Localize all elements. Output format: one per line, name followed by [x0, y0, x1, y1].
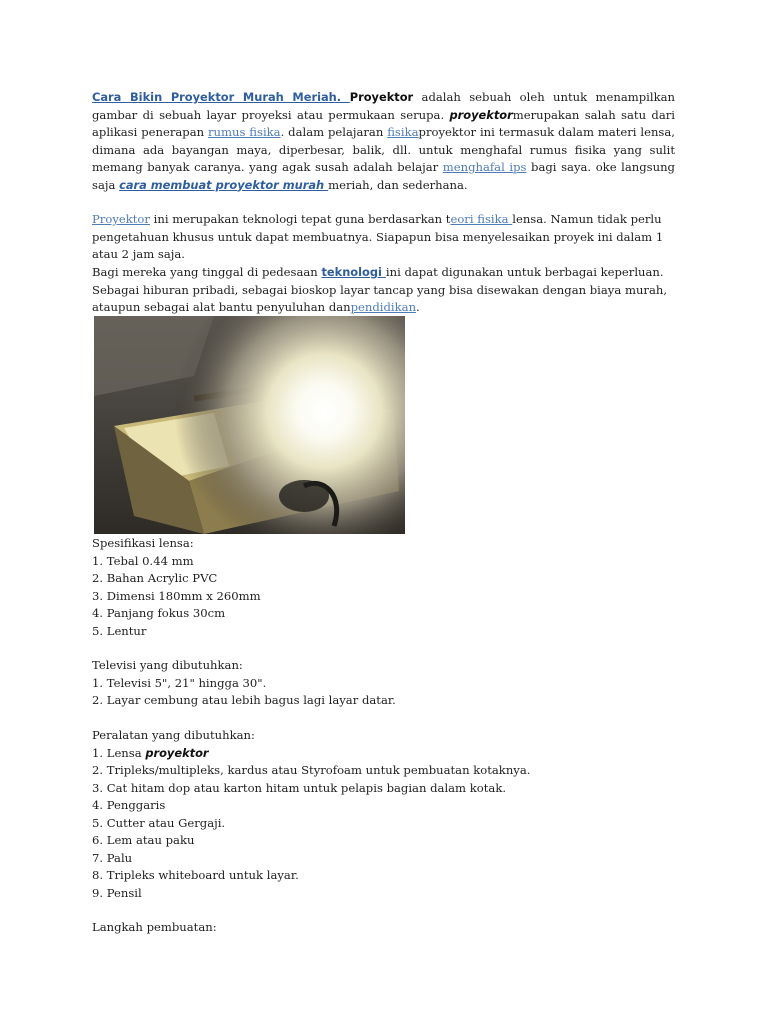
link-proyektor[interactable]: Proyektor — [92, 212, 150, 226]
langkah-heading: Langkah pembuatan: — [92, 920, 217, 934]
link-rumus-fisika[interactable]: rumus fisika — [207, 125, 281, 139]
para3-text-2: ini dapat digunakan untuk berbagai keperluan. Sebagai hiburan pribadi, sebagai bioskop layar tancap yang bisa disewakan dengan biaya murah, ataupun sebagai alat bantu penyuluhan dan — [92, 265, 668, 314]
intro-paragraph — [92, 89, 675, 194]
list-item: 1. Televisi 5", 21" hingga 30". — [92, 675, 267, 690]
para2-text-2: lensa. Namun tidak perlu pengetahuan khusus untuk dapat membuatnya. Siapapun bisa menyelesaikan proyek ini dalam 1 atau 2 jam saja. — [92, 212, 664, 261]
spesifikasi-section — [92, 535, 675, 640]
link-cara-membuat-proyektor[interactable]: cara membuat proyektor murah — [119, 177, 329, 192]
link-teknologi[interactable]: teknologi — [321, 265, 386, 279]
spesifikasi-heading: Spesifikasi lensa: — [92, 536, 194, 550]
list-item-text: 1. Lensa — [92, 745, 146, 760]
televisi-heading: Televisi yang dibutuhkan: — [92, 658, 243, 672]
list-item: 5. Lentur — [92, 623, 147, 638]
list-item: 2. Bahan Acrylic PVC — [92, 571, 218, 585]
list-item: 7. Palu — [92, 850, 133, 865]
intro-text-4: proyektor ini termasuk dalam materi lensa, dimana ada bayangan maya, diperbesar, balik, dll. untuk menghafal rumus fisika yang sulit memang banyak caranya. yang agak susah adalah belajar — [92, 125, 675, 174]
list-item: 1. Tebal 0.44 mm — [92, 553, 194, 568]
para2-text-1: ini merupakan teknologi tepat guna berdasarkan t — [149, 212, 451, 226]
list-item: 5. Cutter atau Gergaji. — [92, 815, 226, 830]
list-item: 9. Pensil — [92, 885, 142, 900]
paragraph-3 — [92, 264, 675, 317]
term-proyektor: Proyektor — [349, 90, 414, 104]
projector-photo — [94, 316, 405, 534]
term-proyektor-italic: proyektor — [449, 107, 513, 122]
intro-text-3: . dalam pelajaran — [280, 125, 388, 139]
term-proyektor-italic: proyektor — [145, 745, 209, 760]
para3-text-1: Bagi mereka yang tinggal di pedesaan — [92, 265, 322, 279]
paragraph-2 — [92, 211, 675, 264]
list-item: 3. Dimensi 180mm x 260mm — [92, 588, 261, 603]
link-pendidikan[interactable]: pendidikan — [350, 300, 417, 314]
televisi-section — [92, 657, 675, 710]
list-item: 4. Penggaris — [92, 798, 166, 812]
list-item: 8. Tripleks whiteboard untuk layar. — [92, 868, 299, 882]
list-item: 2. Tripleks/multipleks, kardus atau Styrofoam untuk pembuatan kotaknya. — [92, 763, 531, 777]
langkah-section — [92, 919, 675, 937]
title-link[interactable]: Cara Bikin Proyektor Murah Meriah. — [92, 90, 350, 104]
link-menghafal-ips[interactable]: menghafal ips — [442, 160, 527, 174]
para3-text-3: . — [416, 300, 420, 314]
list-item: 6. Lem atau paku — [92, 833, 195, 847]
list-item: 3. Cat hitam dop atau karton hitam untuk pelapis bagian dalam kotak. — [92, 780, 507, 795]
peralatan-heading: Peralatan yang dibutuhkan: — [92, 728, 255, 742]
list-item: 2. Layar cembung atau lebih bagus lagi layar datar. — [92, 693, 396, 707]
intro-text-2: merupakan salah satu dari aplikasi penerapan — [92, 107, 675, 139]
list-item — [92, 745, 675, 763]
intro-text-1: adalah sebuah oleh untuk menampilkan gambar di sebuah layar proyeksi atau permukaan serupa. — [92, 90, 675, 122]
projector-photo-drawing — [94, 316, 405, 534]
list-item: 4. Panjang fokus 30cm — [92, 606, 226, 620]
peralatan-section — [92, 727, 675, 902]
intro-text-5: bagi saya. oke langsung saja — [92, 160, 675, 192]
intro-text-6: meriah, dan sederhana. — [328, 177, 468, 192]
link-fisika[interactable]: fisika — [387, 125, 419, 139]
link-teori-fisika[interactable]: eori fisika — [450, 212, 513, 226]
